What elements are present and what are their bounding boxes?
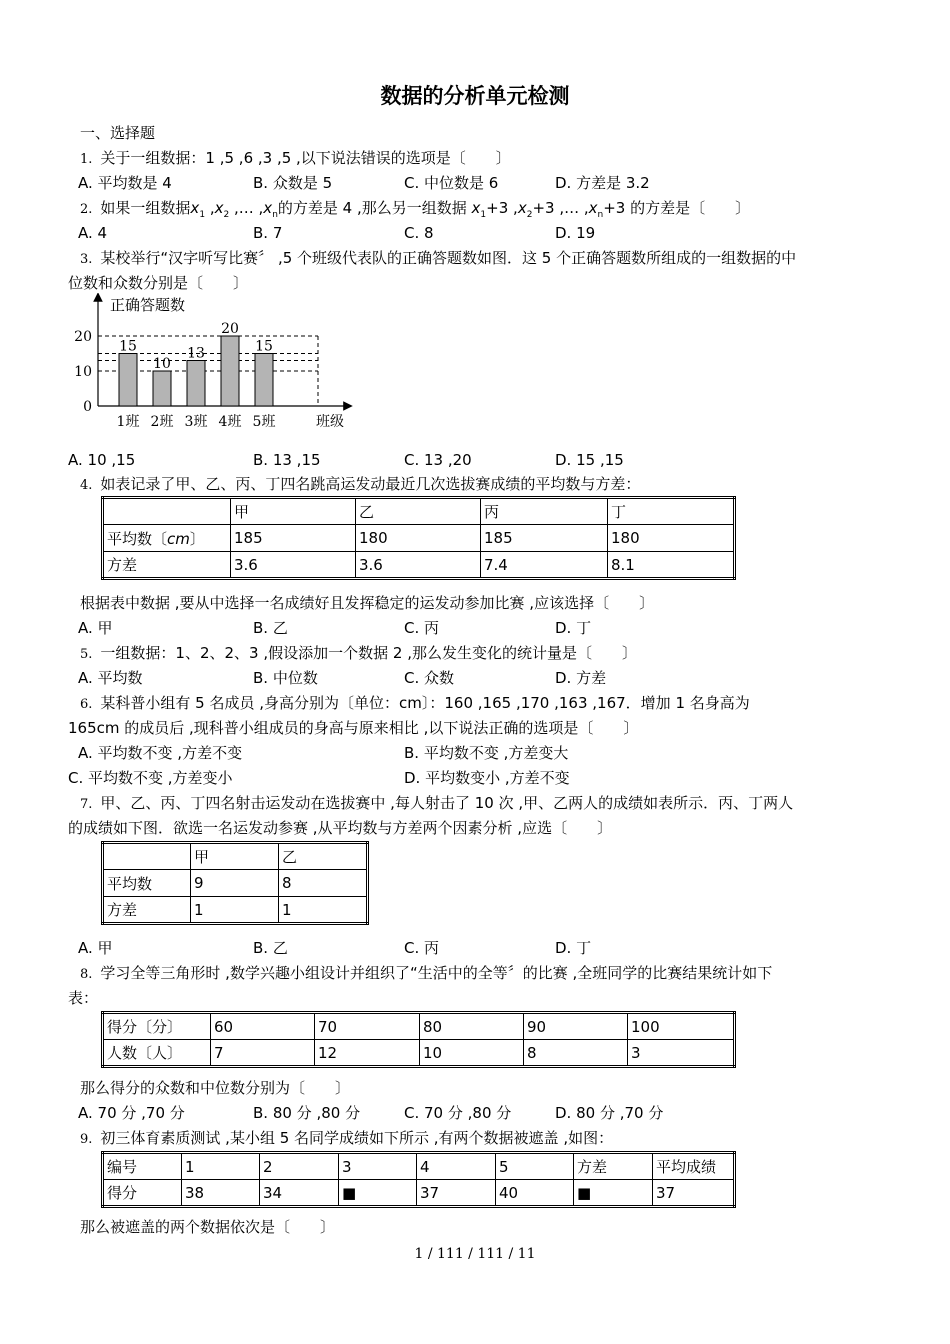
table-cell: 180 [356, 525, 481, 552]
question-text: 学习全等三角形时 ,数学兴趣小组设计并组织了“生活中的全等〞的比赛 ,全班同学的比赛结果统计如下 [100, 964, 773, 982]
option-c: C. 13 ,20 [404, 451, 472, 469]
table-cell: 7.4 [481, 552, 608, 579]
x-tick-label: 5班 [252, 414, 276, 430]
question-3 [80, 247, 796, 269]
table-cell: 3 [628, 1040, 735, 1067]
page-title: 数据的分析单元检测 [380, 84, 570, 108]
table-cell: 100 [628, 1013, 735, 1040]
table-row [103, 843, 368, 870]
table-row [103, 1153, 735, 1180]
table-cell: 1 [279, 897, 368, 924]
section-heading: 一、选择题 [80, 124, 156, 142]
math-variable: x [517, 199, 527, 217]
athlete-table [101, 496, 736, 580]
option-c: C. 丙 [404, 939, 440, 957]
table-cell: 3.6 [231, 552, 356, 579]
question-text: 如果一组数据 [100, 199, 191, 217]
math-variable: x [190, 199, 200, 217]
table-cell: 丙 [481, 498, 608, 525]
math-variable: x [263, 199, 273, 217]
x-tick-label: 3班 [184, 414, 208, 430]
question-5 [80, 642, 637, 664]
table-cell: 平均数〔cm〕 [103, 525, 231, 552]
question-2 [80, 197, 750, 219]
table-cell: 平均数 [103, 870, 191, 897]
table-cell: 185 [481, 525, 608, 552]
question-text: 初三体育素质测试 ,某小组 5 名同学成绩如下所示 ,有两个数据被遮盖 ,如图： [100, 1129, 614, 1147]
table-cell: 7 [211, 1040, 315, 1067]
question-number: 5. [80, 647, 93, 662]
bar-value-label: 13 [187, 345, 205, 362]
table-cell: ■ [574, 1180, 653, 1207]
table-cell: 方差 [103, 897, 191, 924]
page-footer: 1 / 111 / 111 / 11 [414, 1246, 536, 1262]
table-row [103, 498, 735, 525]
option-c: C. 8 [404, 224, 434, 242]
question-text: 如表记录了甲、乙、丙、丁四名跳高运发动最近几次选拔赛成绩的平均数与方差： [100, 475, 641, 493]
question-text: , [205, 199, 215, 217]
question-text: 甲、乙、丙、丁四名射击运发动在选拔赛中 ,每人射击了 10 次 ,甲、乙两人的成绩如表所示．丙、丁两人 [100, 794, 794, 812]
option-d: D. 19 [555, 224, 596, 242]
bar-value-label: 15 [255, 338, 273, 355]
question-text: ,… , [229, 199, 264, 217]
question-text: 某校举行“汉字听写比赛〞 ,5 个班级代表队的正确答题数如图．这 5 个正确答题数所组成的一组数据的中 [100, 249, 797, 267]
table-cell: 90 [524, 1013, 628, 1040]
table-cell: 甲 [191, 843, 279, 870]
table-cell: 5 [496, 1153, 574, 1180]
bar-value-label: 15 [119, 338, 137, 355]
option-b: B. 众数是 5 [253, 174, 333, 192]
option-b: B. 乙 [253, 939, 288, 957]
chart-title: 正确答题数 [110, 296, 186, 314]
table-cell: 37 [417, 1180, 496, 1207]
question-8-continued: 表： [68, 989, 99, 1007]
table-cell: 平均成绩 [653, 1153, 735, 1180]
table-row [103, 897, 368, 924]
question-number: 4. [80, 478, 93, 493]
question-4 [80, 473, 640, 495]
math-subscript: 2 [223, 210, 230, 220]
question-text: +3 的方差是〔 〕 [603, 199, 751, 217]
math-subscript: 1 [480, 210, 487, 220]
option-b: B. 80 分 ,80 分 [253, 1104, 361, 1122]
table-cell: 乙 [356, 498, 481, 525]
question-number: 6. [80, 697, 93, 712]
score-table [101, 1011, 736, 1068]
option-a: A. 甲 [78, 619, 113, 637]
y-tick-label: 0 [83, 399, 92, 415]
question-number: 1. [80, 152, 93, 167]
table-cell: 8 [524, 1040, 628, 1067]
math-subscript: n [272, 210, 278, 220]
table-cell: 38 [182, 1180, 260, 1207]
table-cell: 得分 [103, 1180, 182, 1207]
option-c: C. 平均数不变 ,方差变小 [68, 769, 233, 787]
table-cell: 人数〔人〕 [103, 1040, 211, 1067]
y-tick-label: 10 [74, 364, 92, 380]
question-9-prompt: 那么被遮盖的两个数据依次是〔 〕 [80, 1218, 336, 1236]
question-6 [80, 692, 750, 714]
table-cell: 3.6 [356, 552, 481, 579]
bar [119, 354, 137, 407]
option-c: C. 众数 [404, 669, 455, 687]
option-d: D. 方差是 3.2 [555, 174, 650, 192]
table-row [103, 1040, 735, 1067]
question-8 [80, 962, 772, 984]
table-cell: 8 [279, 870, 368, 897]
question-7-continued: 的成绩如下图．欲选一名运发动参赛 ,从平均数与方差两个因素分析 ,应选〔 〕 [68, 819, 613, 837]
option-a: A. 4 [78, 224, 108, 242]
question-number: 8. [80, 967, 93, 982]
bar [187, 361, 205, 407]
table-cell: 80 [420, 1013, 524, 1040]
math-subscript: n [597, 210, 604, 220]
table-row [103, 525, 735, 552]
question-text: 一组数据：1、2、2、3 ,假设添加一个数据 2 ,那么发生变化的统计量是〔 〕 [100, 644, 637, 662]
table-cell: 丁 [608, 498, 735, 525]
option-d: D. 丁 [555, 939, 592, 957]
question-4-prompt: 根据表中数据 ,要从中选择一名成绩好且发挥稳定的运发动参加比赛 ,应该选择〔 〕 [80, 594, 655, 612]
question-number: 9. [80, 1132, 93, 1147]
table-cell: 60 [211, 1013, 315, 1040]
question-9 [80, 1127, 613, 1149]
table-cell: 40 [496, 1180, 574, 1207]
shooter-table [101, 841, 369, 925]
x-tick-label: 4班 [218, 414, 242, 430]
option-a: A. 10 ,15 [68, 451, 136, 469]
math-variable: x [214, 199, 224, 217]
bar [153, 371, 171, 406]
table-cell: 2 [260, 1153, 339, 1180]
table-cell: 方差 [103, 552, 231, 579]
option-d: D. 平均数变小 ,方差不变 [404, 769, 570, 787]
table-cell: 甲 [231, 498, 356, 525]
y-tick-label: 20 [74, 329, 92, 345]
table-cell: 8.1 [608, 552, 735, 579]
question-8-prompt: 那么得分的众数和中位数分别为〔 〕 [80, 1079, 351, 1097]
table-row [103, 870, 368, 897]
bar-value-label: 20 [221, 321, 239, 337]
question-number: 7. [80, 797, 93, 812]
bar [255, 354, 273, 407]
question-text: 的方差是 4 ,那么另一组数据 [277, 199, 472, 217]
option-c: C. 中位数是 6 [404, 174, 499, 192]
math-subscript: 1 [199, 210, 206, 220]
table-cell: 1 [182, 1153, 260, 1180]
table-cell: 70 [315, 1013, 420, 1040]
x-axis-label: 班级 [316, 414, 344, 430]
option-a: A. 平均数 [78, 669, 143, 687]
option-d: D. 15 ,15 [555, 451, 624, 469]
table-cell: 185 [231, 525, 356, 552]
table-cell: 9 [191, 870, 279, 897]
option-d: D. 80 分 ,70 分 [555, 1104, 664, 1122]
question-text: +3 , [486, 199, 518, 217]
fitness-table [101, 1151, 736, 1208]
table-row [103, 1180, 735, 1207]
question-1 [80, 147, 511, 169]
question-number: 3. [80, 252, 93, 267]
question-number: 2. [80, 202, 93, 217]
question-6-continued: 165cm 的成员后 ,现科普小组成员的身高与原来相比 ,以下说法正确的选项是〔 〕 [68, 719, 639, 737]
option-c: C. 70 分 ,80 分 [404, 1104, 512, 1122]
question-text: 某科普小组有 5 名成员 ,身高分别为〔单位：cm〕：160 ,165 ,170 ,163 ,167．增加 1 名身高为 [100, 694, 750, 712]
table-cell: 乙 [279, 843, 368, 870]
option-d: D. 丁 [555, 619, 592, 637]
bar [221, 336, 239, 406]
question-text: 关于一组数据：1 ,5 ,6 ,3 ,5 ,以下说法错误的选项是〔 〕 [100, 149, 511, 167]
question-text: +3 ,… , [532, 199, 589, 217]
table-cell: 3 [339, 1153, 417, 1180]
math-variable: x [471, 199, 481, 217]
table-cell [103, 843, 191, 870]
table-cell: 编号 [103, 1153, 182, 1180]
option-a: A. 平均数不变 ,方差不变 [78, 744, 243, 762]
table-row [103, 1013, 735, 1040]
question-3-continued: 位数和众数分别是〔 〕 [68, 274, 249, 292]
table-cell [103, 498, 231, 525]
table-cell: ■ [339, 1180, 417, 1207]
bar-chart [70, 293, 360, 433]
option-a: A. 平均数是 4 [78, 174, 172, 192]
x-tick-label: 2班 [150, 414, 174, 430]
option-c: C. 丙 [404, 619, 440, 637]
table-cell: 1 [191, 897, 279, 924]
x-tick-label: 1班 [116, 414, 140, 430]
table-cell: 4 [417, 1153, 496, 1180]
option-b: B. 7 [253, 224, 283, 242]
math-subscript: 2 [526, 210, 533, 220]
table-cell: 37 [653, 1180, 735, 1207]
table-cell: 10 [420, 1040, 524, 1067]
table-cell: 得分〔分〕 [103, 1013, 211, 1040]
bar-value-label: 10 [153, 356, 171, 372]
option-b: B. 中位数 [253, 669, 318, 687]
question-7 [80, 792, 793, 814]
option-a: A. 甲 [78, 939, 113, 957]
table-cell: 12 [315, 1040, 420, 1067]
option-b: B. 13 ,15 [253, 451, 321, 469]
option-b: B. 平均数不变 ,方差变大 [404, 744, 569, 762]
table-cell: 34 [260, 1180, 339, 1207]
table-row [103, 552, 735, 579]
table-cell: 180 [608, 525, 735, 552]
option-d: D. 方差 [555, 669, 607, 687]
table-cell: 方差 [574, 1153, 653, 1180]
option-a: A. 70 分 ,70 分 [78, 1104, 185, 1122]
option-b: B. 乙 [253, 619, 288, 637]
math-variable: x [588, 199, 598, 217]
